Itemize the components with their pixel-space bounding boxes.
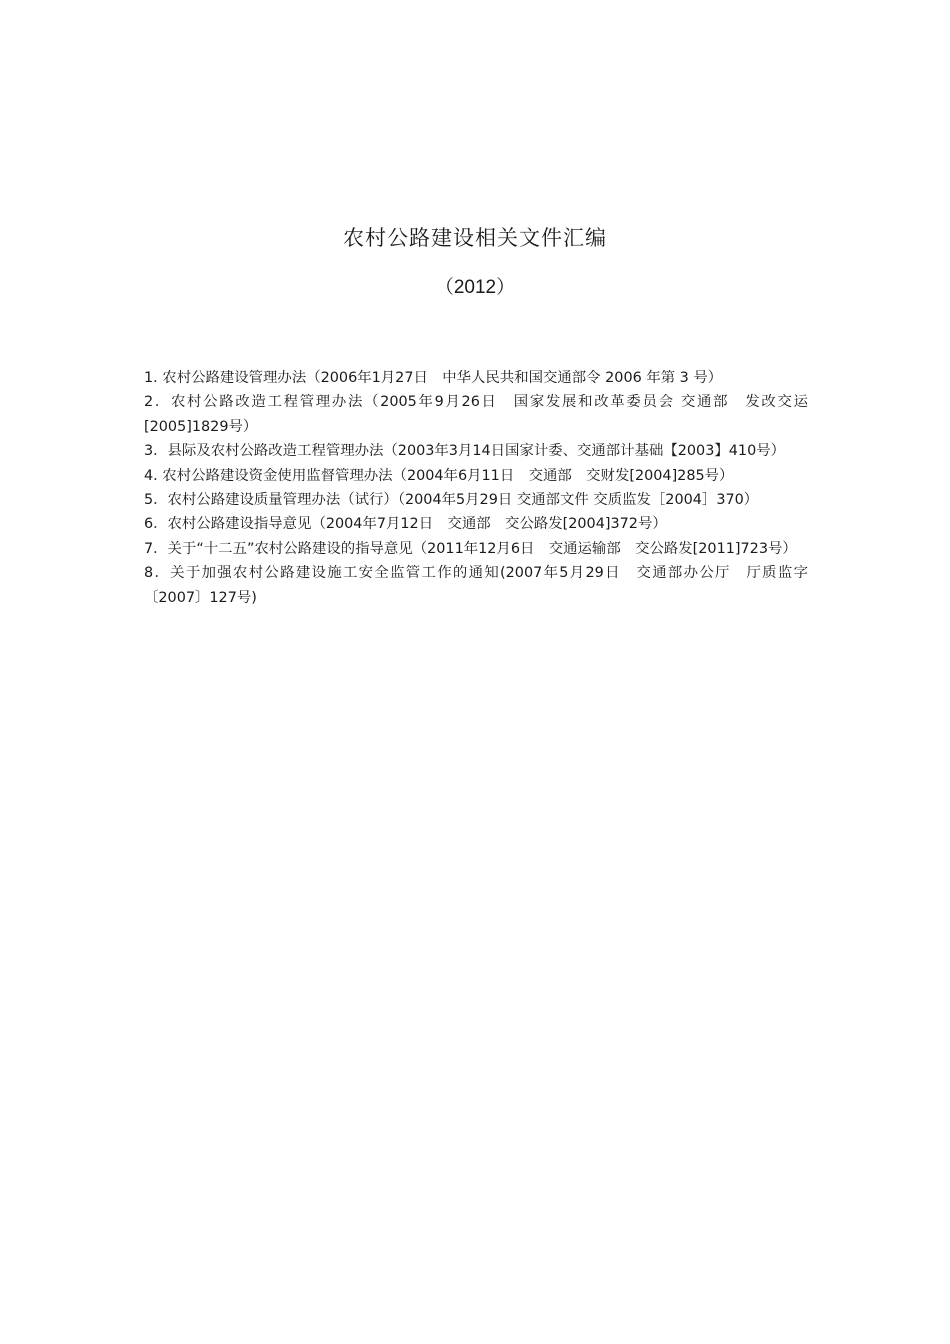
document-year: （2012）	[434, 277, 516, 298]
list-item: 7．关于“十二五”农村公路建设的指导意见（2011年12月6日 交通运输部 交公路发[2011]723号）	[144, 540, 797, 557]
list-item: 3．县际及农村公路改造工程管理办法（2003年3月14日国家计委、交通部计基础【2003】410号）	[144, 443, 786, 460]
list-item: 5．农村公路建设质量管理办法（试行）（2004年5月29日 交通部文件 交质监发［2004］370）	[144, 492, 759, 509]
document-list	[144, 366, 808, 610]
list-item: 1. 农村公路建设管理办法（2006年1月27日 中华人民共和国交通部令 2006 年第 3 号）	[144, 370, 723, 386]
list-item: 2．农村公路改造工程管理办法（2005年9月26日 国家发展和改革委员会 交通部 发改交运[2005]1829号）	[144, 394, 808, 435]
document-title: 农村公路建设相关文件汇编	[343, 226, 607, 250]
list-item: 8．关于加强农村公路建设施工安全监管工作的通知(2007年5月29日 交通部办公厅 厅质监字〔2007〕127号)	[144, 565, 808, 606]
list-item: 4. 农村公路建设资金使用监督管理办法（2004年6月11日 交通部 交财发[2004]285号）	[144, 467, 734, 484]
list-item: 6．农村公路建设指导意见（2004年7月12日 交通部 交公路发[2004]372号）	[144, 516, 667, 533]
